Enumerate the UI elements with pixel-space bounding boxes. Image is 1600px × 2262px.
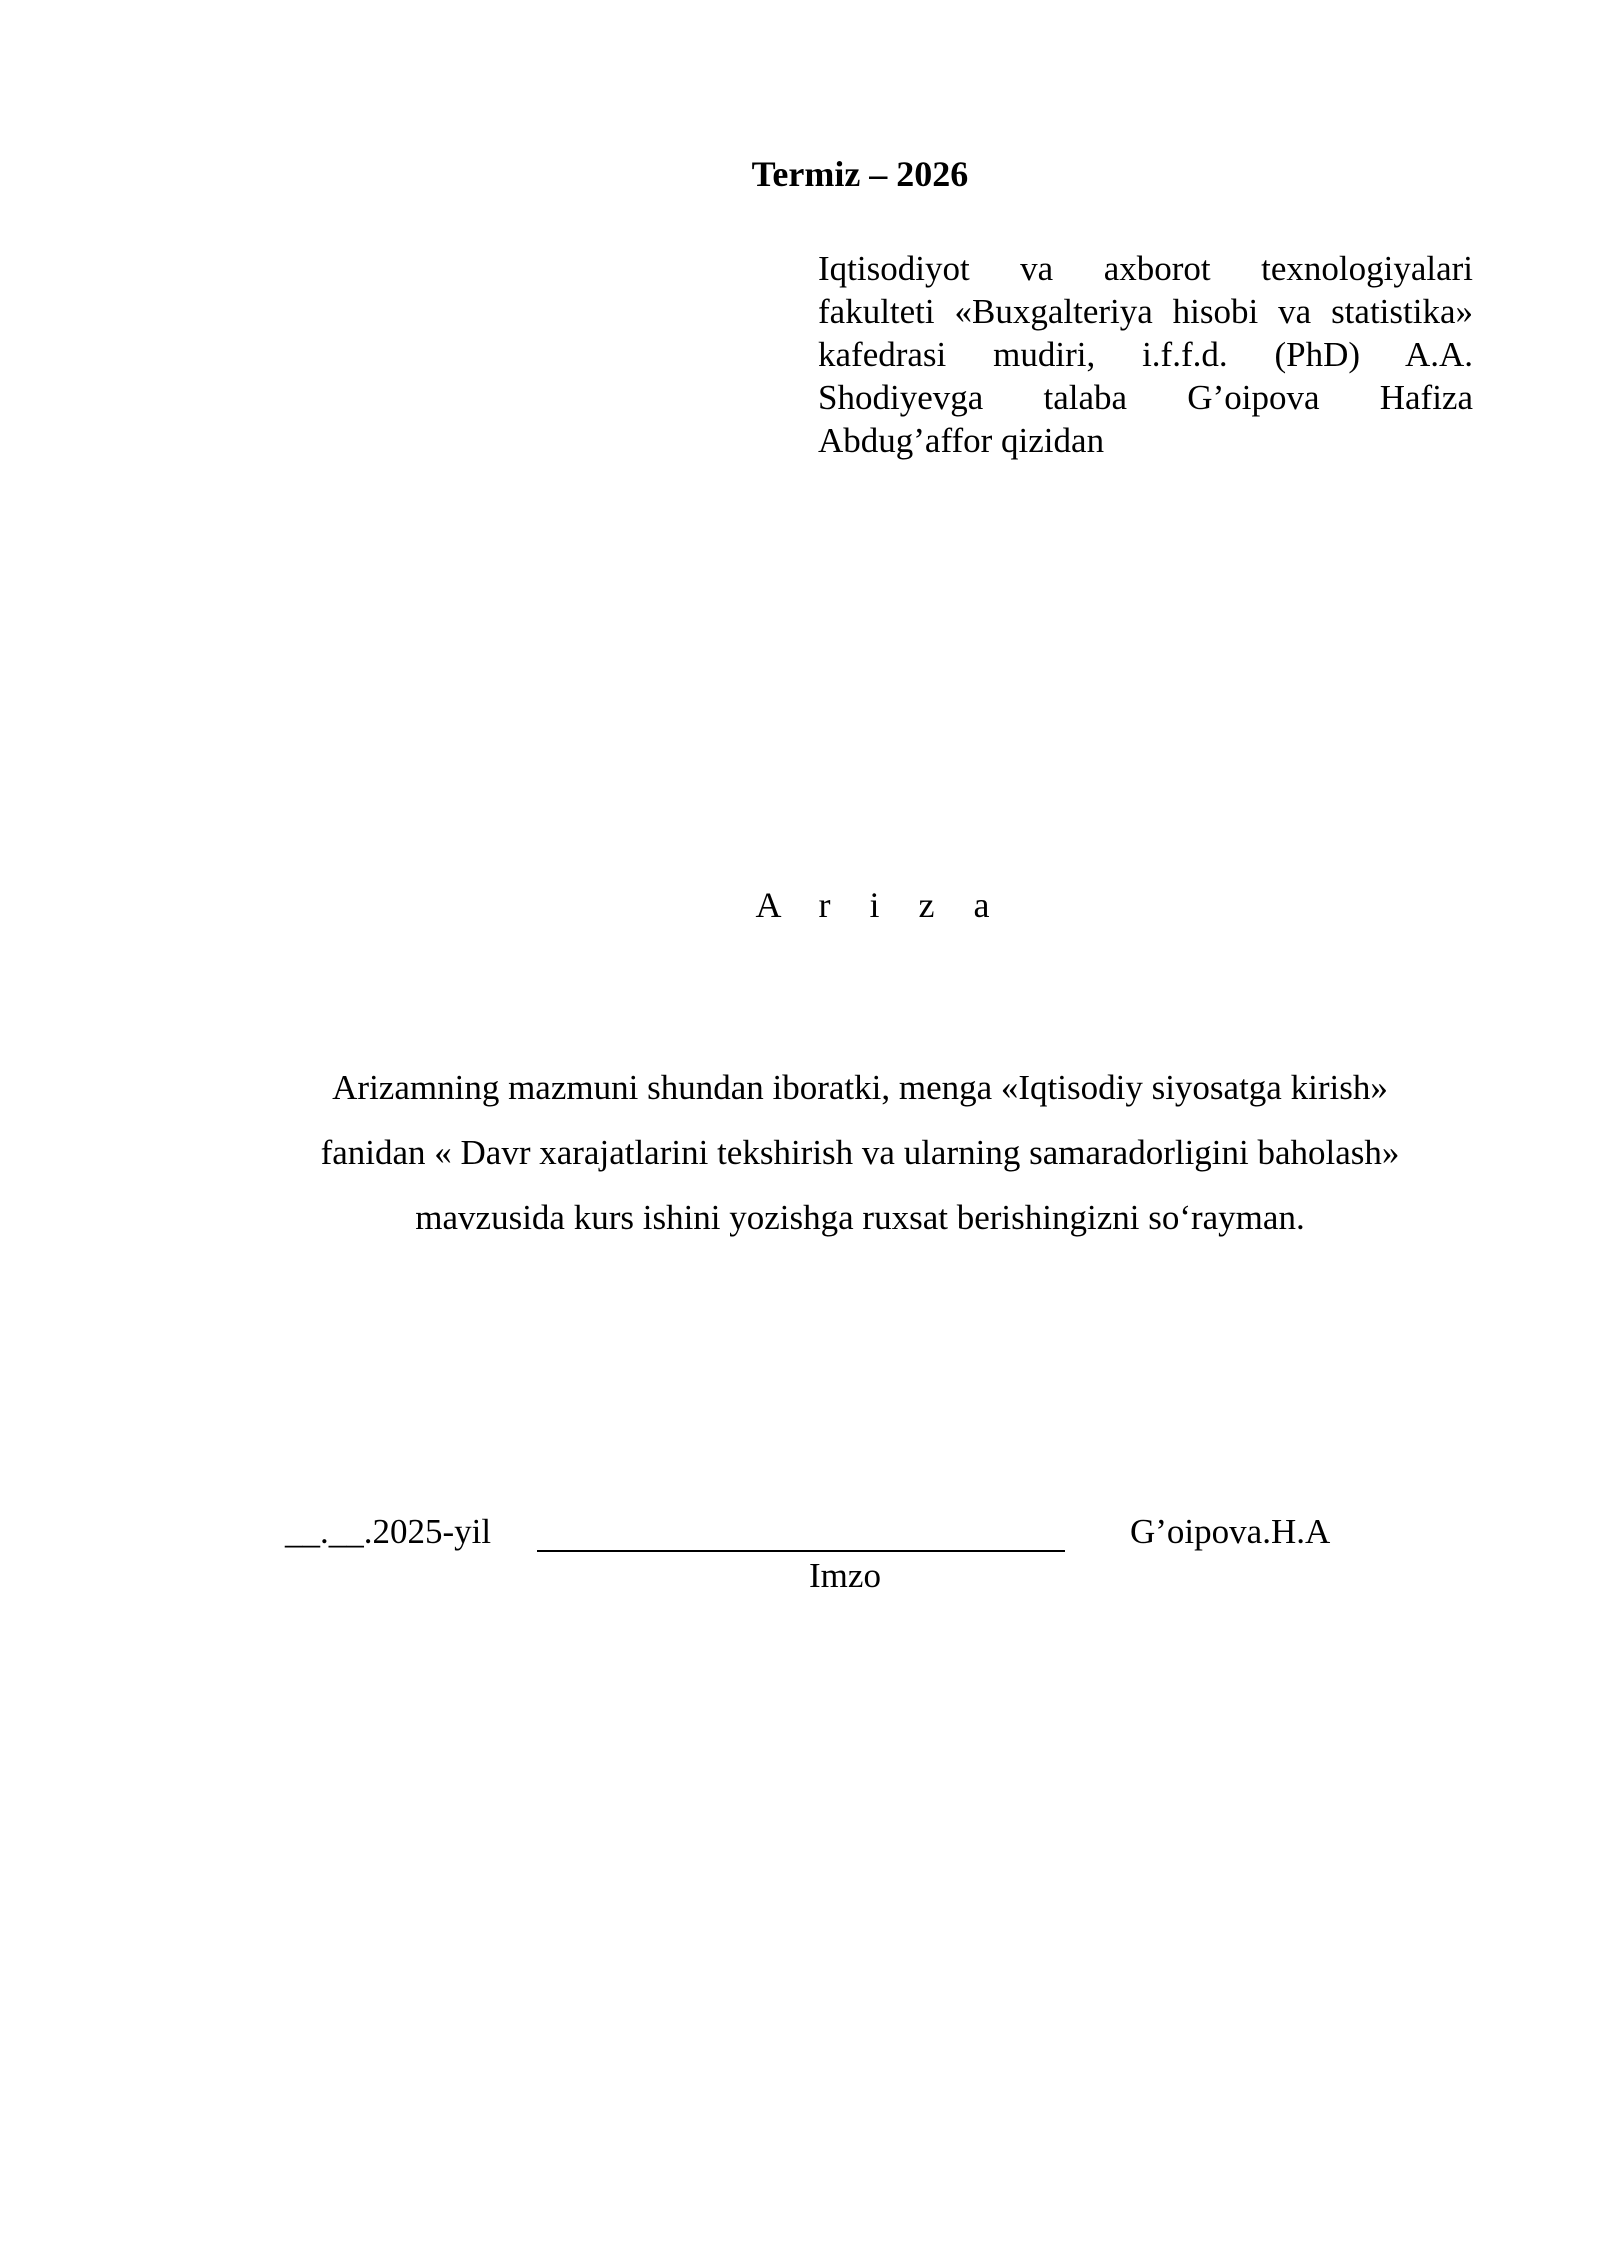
application-body bbox=[240, 1055, 1480, 1250]
signature-row bbox=[0, 1510, 1600, 1630]
body-line: Arizamning mazmuni shundan iboratki, menga «Iqtisodiy siyosatga kirish» bbox=[332, 1068, 1388, 1107]
signer-name: G’oipova.H.A bbox=[1130, 1512, 1331, 1551]
date-field: __.__.2025-yil bbox=[285, 1512, 492, 1551]
body-line: fanidan « Davr xarajatlarini tekshirish va ularning samaradorligini baholash» bbox=[320, 1133, 1400, 1172]
document-title: A r i z a bbox=[755, 885, 1005, 925]
signature-caption: Imzo bbox=[809, 1556, 881, 1595]
body-line: mavzusida kurs ishini yozishga ruxsat berishingizni so‘rayman. bbox=[415, 1198, 1305, 1237]
addressee-block: Iqtisodiyot va axborot texnologiyalari fakulteti «Buxgalteriya hisobi va statistika» kafedrasi mudiri, i.f.f.d. (PhD) A.A. Shodiyevga talaba G’oipova Hafiza Abdug’affor qizidan bbox=[818, 249, 1473, 460]
city-year-heading: Termiz – 2026 bbox=[751, 154, 969, 194]
signature-line bbox=[537, 1550, 1065, 1552]
